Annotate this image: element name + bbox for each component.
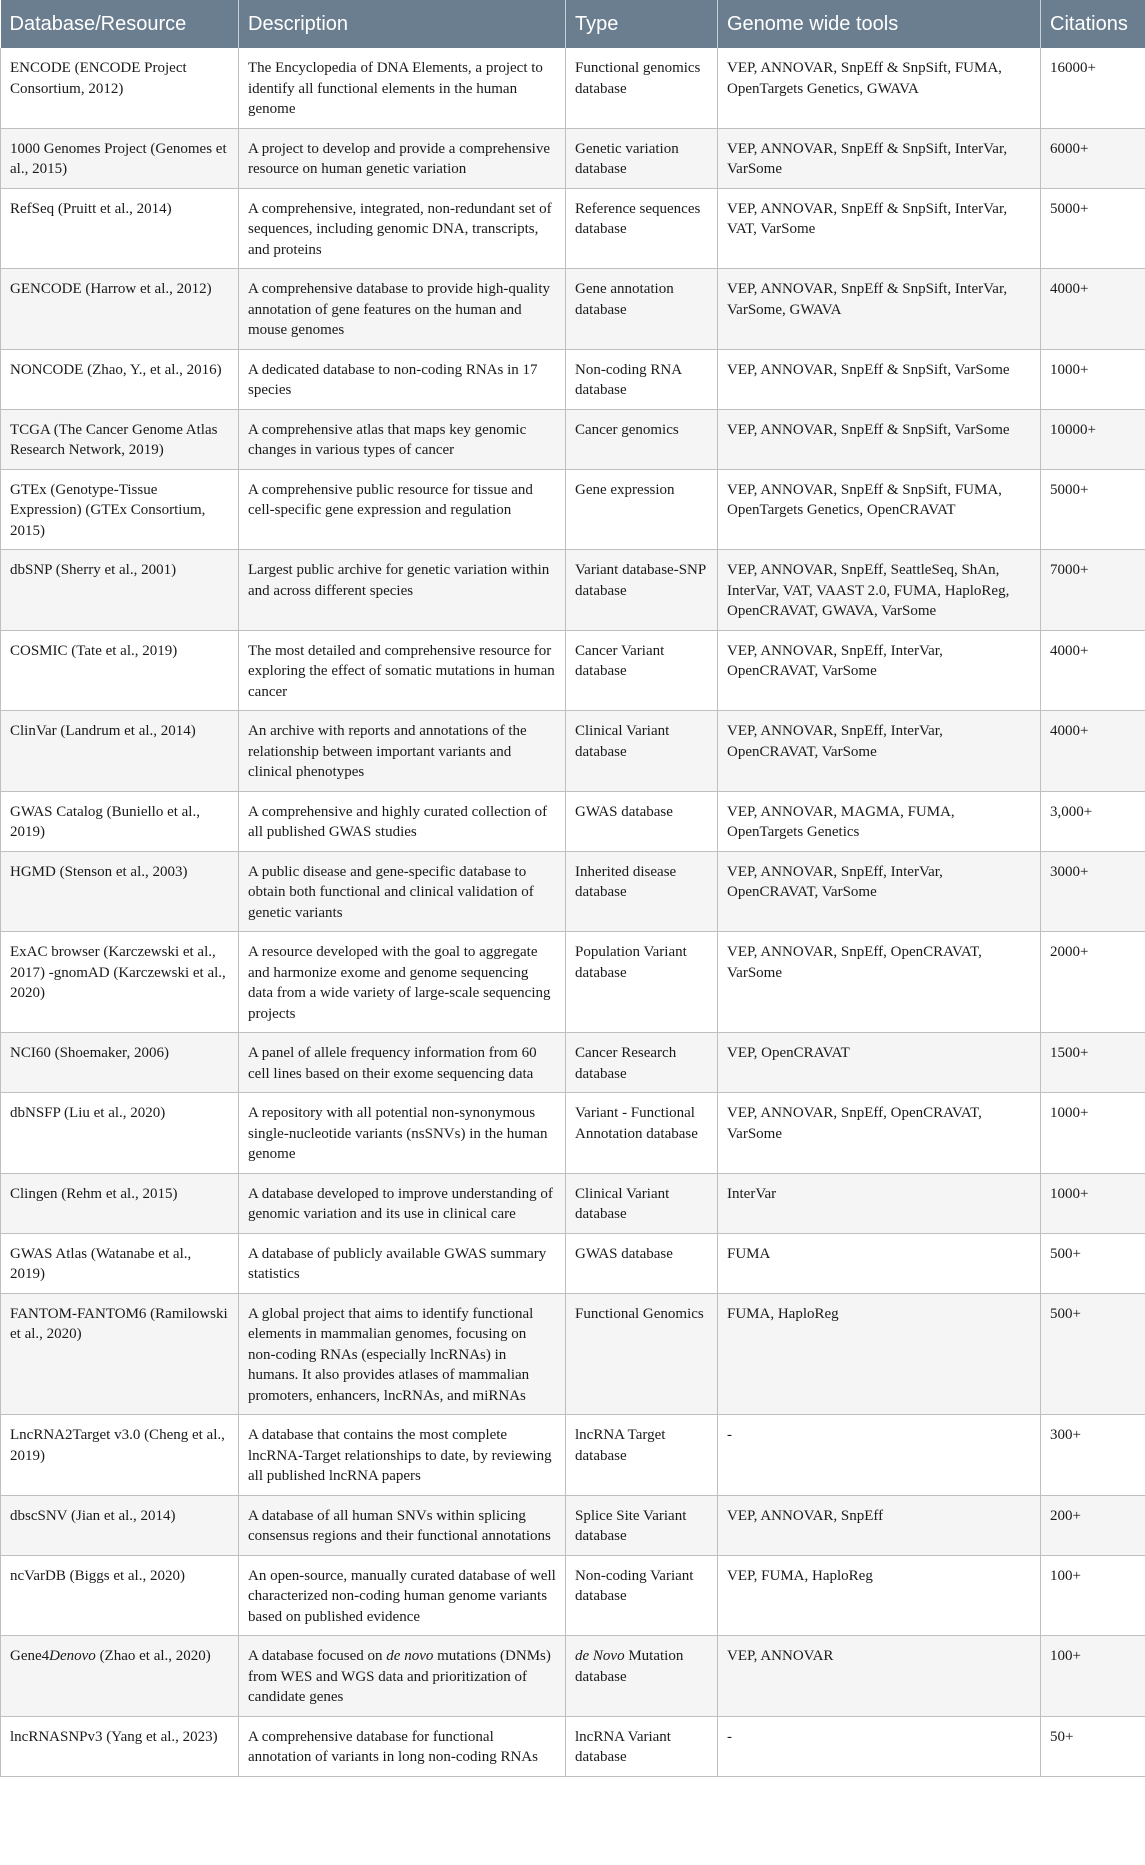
table-row [1,1233,1145,1293]
table-row [1,48,1145,128]
table-row [1,791,1145,851]
cell-resource: ClinVar (Landrum et al., 2014) [1,711,239,792]
resource-post: (Zhao et al., 2020) [95,1648,211,1664]
cell-type: Cancer genomics [566,409,718,469]
cell-description: A database of publicly available GWAS summary statistics [239,1233,566,1293]
cell-tools: FUMA, HaploReg [718,1293,1041,1415]
cell-resource: GENCODE (Harrow et al., 2012) [1,269,239,350]
cell-citations: 1000+ [1041,1093,1145,1174]
cell-citations: 1500+ [1041,1033,1145,1093]
cell-description: An archive with reports and annotations of the relationship between important variants and clinical phenotypes [239,711,566,792]
cell-resource: TCGA (The Cancer Genome Atlas Research Network, 2019) [1,409,239,469]
cell-type: Functional Genomics [566,1293,718,1415]
cell-type: Inherited disease database [566,851,718,932]
cell-type: GWAS database [566,791,718,851]
cell-resource: 1000 Genomes Project (Genomes et al., 2015) [1,128,239,188]
cell-description: A comprehensive database to provide high-quality annotation of gene features on the human and mouse genomes [239,269,566,350]
type-italic: de Novo [575,1648,625,1664]
cell-description: A database developed to improve understanding of genomic variation and its use in clinical care [239,1173,566,1233]
cell-type: Gene expression [566,469,718,550]
cell-description: A dedicated database to non-coding RNAs in 17 species [239,349,566,409]
cell-citations: 50+ [1041,1716,1145,1776]
cell-description: A repository with all potential non-synonymous single-nucleotide variants (nsSNVs) in the human genome [239,1093,566,1174]
cell-description: A project to develop and provide a comprehensive resource on human genetic variation [239,128,566,188]
cell-type: Genetic variation database [566,128,718,188]
cell-resource: FANTOM-FANTOM6 (Ramilowski et al., 2020) [1,1293,239,1415]
cell-description: A comprehensive atlas that maps key genomic changes in various types of cancer [239,409,566,469]
cell-citations: 16000+ [1041,48,1145,128]
cell-type: Cancer Variant database [566,630,718,711]
cell-resource: GWAS Atlas (Watanabe et al., 2019) [1,1233,239,1293]
cell-tools: VEP, ANNOVAR [718,1636,1041,1717]
cell-description: A comprehensive and highly curated collection of all published GWAS studies [239,791,566,851]
cell-type: Cancer Research database [566,1033,718,1093]
cell-resource: lncRNASNPv3 (Yang et al., 2023) [1,1716,239,1776]
cell-type: Non-coding Variant database [566,1555,718,1636]
cell-tools: VEP, ANNOVAR, SnpEff & SnpSift, InterVar, VarSome, GWAVA [718,269,1041,350]
cell-tools: VEP, ANNOVAR, SnpEff, InterVar, OpenCRAVAT, VarSome [718,851,1041,932]
cell-citations: 3,000+ [1041,791,1145,851]
cell-citations: 4000+ [1041,711,1145,792]
cell-citations: 5000+ [1041,469,1145,550]
cell-tools: VEP, ANNOVAR, SnpEff & SnpSift, VarSome [718,349,1041,409]
cell-tools: VEP, ANNOVAR, SnpEff & SnpSift, InterVar, VarSome [718,128,1041,188]
header-tools: Genome wide tools [718,0,1041,48]
desc-post: mutations (DNMs) from WES and WGS data and prioritization of candidate genes [248,1648,551,1705]
cell-tools: VEP, ANNOVAR, SnpEff, OpenCRAVAT, VarSome [718,932,1041,1033]
cell-citations: 5000+ [1041,188,1145,269]
cell-type: lncRNA Variant database [566,1716,718,1776]
cell-tools: - [718,1415,1041,1496]
cell-tools: - [718,1716,1041,1776]
cell-tools: VEP, ANNOVAR, SnpEff & SnpSift, InterVar, VAT, VarSome [718,188,1041,269]
cell-tools: VEP, ANNOVAR, SnpEff, InterVar, OpenCRAVAT, VarSome [718,711,1041,792]
cell-citations: 7000+ [1041,550,1145,631]
cell-type: Population Variant database [566,932,718,1033]
table-row [1,469,1145,550]
table-row [1,550,1145,631]
header-resource: Database/Resource [1,0,239,48]
cell-tools: VEP, FUMA, HaploReg [718,1555,1041,1636]
cell-resource: dbscSNV (Jian et al., 2014) [1,1495,239,1555]
table-row [1,711,1145,792]
cell-resource: GTEx (Genotype-Tissue Expression) (GTEx Consortium, 2015) [1,469,239,550]
cell-tools: VEP, ANNOVAR, SnpEff & SnpSift, FUMA, OpenTargets Genetics, OpenCRAVAT [718,469,1041,550]
cell-type: Variant database-SNP database [566,550,718,631]
cell-citations: 300+ [1041,1415,1145,1496]
cell-tools: VEP, ANNOVAR, SnpEff & SnpSift, FUMA, OpenTargets Genetics, GWAVA [718,48,1041,128]
cell-resource: Clingen (Rehm et al., 2015) [1,1173,239,1233]
cell-type: Clinical Variant database [566,1173,718,1233]
header-description: Description [239,0,566,48]
table-row [1,188,1145,269]
cell-description: A comprehensive public resource for tissue and cell-specific gene expression and regulation [239,469,566,550]
cell-description: A comprehensive database for functional annotation of variants in long non-coding RNAs [239,1716,566,1776]
cell-resource [1,1636,239,1717]
cell-description: An open-source, manually curated database of well characterized non-coding human genome variants based on published evidence [239,1555,566,1636]
cell-resource: NCI60 (Shoemaker, 2006) [1,1033,239,1093]
cell-description: A global project that aims to identify functional elements in mammalian genomes, focusing on non-coding RNAs (especially lncRNAs) in humans. It also provides atlases of mammalian promoters, enhancers, lncRNAs, and miRNAs [239,1293,566,1415]
cell-resource: GWAS Catalog (Buniello et al., 2019) [1,791,239,851]
table-row [1,1495,1145,1555]
cell-tools: VEP, ANNOVAR, SnpEff [718,1495,1041,1555]
table-row [1,1093,1145,1174]
cell-type: GWAS database [566,1233,718,1293]
cell-citations: 4000+ [1041,630,1145,711]
cell-tools: VEP, ANNOVAR, SnpEff, InterVar, OpenCRAVAT, VarSome [718,630,1041,711]
cell-resource: dbNSFP (Liu et al., 2020) [1,1093,239,1174]
cell-citations: 500+ [1041,1293,1145,1415]
type-post: Mutation database [575,1648,684,1685]
cell-citations: 1000+ [1041,349,1145,409]
cell-citations: 10000+ [1041,409,1145,469]
desc-italic: de novo [386,1648,434,1664]
table-row [1,1293,1145,1415]
cell-resource: RefSeq (Pruitt et al., 2014) [1,188,239,269]
cell-tools: VEP, ANNOVAR, SnpEff, SeattleSeq, ShAn, InterVar, VAT, VAAST 2.0, FUMA, HaploReg, OpenCRAVAT, GWAVA, VarSome [718,550,1041,631]
table-row [1,1173,1145,1233]
table-row [1,1033,1145,1093]
desc-pre: A database focused on [248,1648,387,1664]
cell-description: A database that contains the most complete lncRNA-Target relationships to date, by reviewing all published lncRNA papers [239,1415,566,1496]
header-row [1,0,1145,48]
cell-description: A comprehensive, integrated, non-redundant set of sequences, including genomic DNA, transcripts, and proteins [239,188,566,269]
cell-description: A panel of allele frequency information from 60 cell lines based on their exome sequencing data [239,1033,566,1093]
cell-description [239,1636,566,1717]
cell-tools: VEP, OpenCRAVAT [718,1033,1041,1093]
table-row [1,851,1145,932]
cell-citations: 100+ [1041,1555,1145,1636]
cell-description: Largest public archive for genetic variation within and across different species [239,550,566,631]
cell-type: Functional genomics database [566,48,718,128]
cell-citations: 3000+ [1041,851,1145,932]
resource-italic: Denovo [49,1648,96,1664]
table-row [1,349,1145,409]
cell-tools: VEP, ANNOVAR, SnpEff, OpenCRAVAT, VarSome [718,1093,1041,1174]
cell-citations: 4000+ [1041,269,1145,350]
cell-type: Variant - Functional Annotation database [566,1093,718,1174]
cell-type: Non-coding RNA database [566,349,718,409]
cell-resource: COSMIC (Tate et al., 2019) [1,630,239,711]
header-citations: Citations [1041,0,1145,48]
cell-tools: VEP, ANNOVAR, MAGMA, FUMA, OpenTargets Genetics [718,791,1041,851]
cell-description: A resource developed with the goal to aggregate and harmonize exome and genome sequencing data from a wide variety of large-scale sequencing projects [239,932,566,1033]
cell-resource: NONCODE (Zhao, Y., et al., 2016) [1,349,239,409]
cell-description: The most detailed and comprehensive resource for exploring the effect of somatic mutations in human cancer [239,630,566,711]
table-row [1,409,1145,469]
cell-resource: ncVarDB (Biggs et al., 2020) [1,1555,239,1636]
cell-citations: 100+ [1041,1636,1145,1717]
table-row [1,1636,1145,1717]
cell-resource: dbSNP (Sherry et al., 2001) [1,550,239,631]
table-row [1,932,1145,1033]
cell-type: Gene annotation database [566,269,718,350]
header-type: Type [566,0,718,48]
cell-citations: 6000+ [1041,128,1145,188]
cell-citations: 200+ [1041,1495,1145,1555]
table-row [1,1716,1145,1776]
table-row [1,1555,1145,1636]
cell-description: The Encyclopedia of DNA Elements, a project to identify all functional elements in the human genome [239,48,566,128]
table-row [1,128,1145,188]
resource-pre: Gene4 [10,1648,50,1664]
cell-citations: 500+ [1041,1233,1145,1293]
table-row [1,1415,1145,1496]
cell-resource: LncRNA2Target v3.0 (Cheng et al., 2019) [1,1415,239,1496]
cell-tools: InterVar [718,1173,1041,1233]
table-row [1,269,1145,350]
cell-citations: 2000+ [1041,932,1145,1033]
cell-description: A database of all human SNVs within splicing consensus regions and their functional annotations [239,1495,566,1555]
cell-tools: VEP, ANNOVAR, SnpEff & SnpSift, VarSome [718,409,1041,469]
cell-resource: ENCODE (ENCODE Project Consortium, 2012) [1,48,239,128]
cell-resource: ExAC browser (Karczewski et al., 2017) -gnomAD (Karczewski et al., 2020) [1,932,239,1033]
cell-resource: HGMD (Stenson et al., 2003) [1,851,239,932]
table-row [1,630,1145,711]
cell-type: Reference sequences database [566,188,718,269]
cell-type: lncRNA Target database [566,1415,718,1496]
cell-citations: 1000+ [1041,1173,1145,1233]
cell-tools: FUMA [718,1233,1041,1293]
cell-type: Clinical Variant database [566,711,718,792]
cell-description: A public disease and gene-specific database to obtain both functional and clinical validation of genetic variants [239,851,566,932]
cell-type [566,1636,718,1717]
cell-type: Splice Site Variant database [566,1495,718,1555]
